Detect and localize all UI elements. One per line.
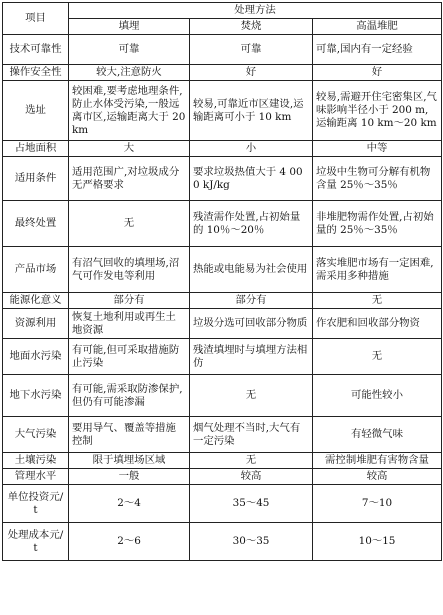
cell-incineration: 较易,可靠近市区建设,运输距离可小于 10 km xyxy=(190,81,313,141)
table-row xyxy=(3,247,442,293)
cell-incineration: 好 xyxy=(190,65,313,81)
cell-incineration: 35～45 xyxy=(190,485,313,523)
cell-composting: 可靠,国内有一定经验 xyxy=(313,35,442,65)
cell-landfill: 大 xyxy=(69,141,190,157)
row-label: 单位投资元/t xyxy=(3,485,69,523)
cell-composting: 垃圾中生物可分解有机物含量 25％～35％ xyxy=(313,157,442,201)
cell-incineration: 无 xyxy=(190,375,313,417)
cell-incineration: 小 xyxy=(190,141,313,157)
cell-composting: 非堆肥物需作处置,占初始量的 25％～35％ xyxy=(313,201,442,247)
row-label: 资源利用 xyxy=(3,309,69,339)
cell-landfill: 有可能,但可采取措施防止污染 xyxy=(69,339,190,375)
header-item: 项目 xyxy=(3,3,69,35)
table-row xyxy=(3,469,442,485)
table-row xyxy=(3,293,442,309)
row-label: 能源化意义 xyxy=(3,293,69,309)
row-label: 选址 xyxy=(3,81,69,141)
cell-composting: 无 xyxy=(313,293,442,309)
cell-incineration: 残渣需作处置,占初始量的 10％～20％ xyxy=(190,201,313,247)
cell-landfill: 要用导气、覆盖等措施控制 xyxy=(69,417,190,453)
table-row xyxy=(3,65,442,81)
row-label: 大气污染 xyxy=(3,417,69,453)
cell-incineration: 部分有 xyxy=(190,293,313,309)
cell-composting: 无 xyxy=(313,339,442,375)
cell-composting: 可能性较小 xyxy=(313,375,442,417)
table-row xyxy=(3,81,442,141)
cell-incineration: 烟气处理不当时,大气有一定污染 xyxy=(190,417,313,453)
table-row xyxy=(3,523,442,561)
header-composting: 高温堆肥 xyxy=(313,19,442,35)
cell-composting: 7～10 xyxy=(313,485,442,523)
cell-composting: 中等 xyxy=(313,141,442,157)
row-label: 土壤污染 xyxy=(3,453,69,469)
row-label: 最终处置 xyxy=(3,201,69,247)
cell-incineration: 要求垃圾热值大于 4 000 kJ/kg xyxy=(190,157,313,201)
cell-landfill: 较困难,要考虑地理条件,防止水体受污染,一般远离市区,运输距离大于 20 km xyxy=(69,81,190,141)
table-row xyxy=(3,375,442,417)
table-row xyxy=(3,309,442,339)
header-method-group: 处理方法 xyxy=(69,3,442,19)
waste-treatment-comparison-table xyxy=(2,2,442,561)
row-label: 处理成本元/t xyxy=(3,523,69,561)
table-row xyxy=(3,485,442,523)
cell-incineration: 30～35 xyxy=(190,523,313,561)
cell-composting: 较高 xyxy=(313,469,442,485)
cell-landfill: 一般 xyxy=(69,469,190,485)
table-row xyxy=(3,201,442,247)
table-row xyxy=(3,141,442,157)
table-row xyxy=(3,35,442,65)
table-row xyxy=(3,417,442,453)
cell-landfill: 无 xyxy=(69,201,190,247)
header-landfill: 填埋 xyxy=(69,19,190,35)
cell-landfill: 2～4 xyxy=(69,485,190,523)
cell-landfill: 较大,注意防火 xyxy=(69,65,190,81)
table-row xyxy=(3,339,442,375)
cell-landfill: 可靠 xyxy=(69,35,190,65)
cell-incineration: 残渣填埋时与填埋方法相仿 xyxy=(190,339,313,375)
row-label: 地面水污染 xyxy=(3,339,69,375)
cell-landfill: 2～6 xyxy=(69,523,190,561)
cell-incineration: 垃圾分选可回收部分物质 xyxy=(190,309,313,339)
cell-composting: 作农肥和回收部分物资 xyxy=(313,309,442,339)
row-label: 产品市场 xyxy=(3,247,69,293)
cell-landfill: 有可能,需采取防渗保护,但仍有可能渗漏 xyxy=(69,375,190,417)
cell-composting: 好 xyxy=(313,65,442,81)
cell-incineration: 热能或电能易为社会使用 xyxy=(190,247,313,293)
row-label: 管理水平 xyxy=(3,469,69,485)
cell-landfill: 部分有 xyxy=(69,293,190,309)
header-incineration: 焚烧 xyxy=(190,19,313,35)
row-label: 技术可靠性 xyxy=(3,35,69,65)
table-row xyxy=(3,157,442,201)
cell-incineration: 无 xyxy=(190,453,313,469)
row-label: 适用条件 xyxy=(3,157,69,201)
cell-incineration: 较高 xyxy=(190,469,313,485)
cell-landfill: 恢复土地利用或再生土地资源 xyxy=(69,309,190,339)
row-label: 地下水污染 xyxy=(3,375,69,417)
cell-landfill: 适用范围广,对垃圾成分无严格要求 xyxy=(69,157,190,201)
cell-composting: 落实堆肥市场有一定困难,需采用多种措施 xyxy=(313,247,442,293)
row-label: 占地面积 xyxy=(3,141,69,157)
cell-composting: 较易,需避开住宅密集区,气味影响半径小于 200 m,运输距离 10 km～20 km xyxy=(313,81,442,141)
cell-composting: 需控制堆肥有害物含量 xyxy=(313,453,442,469)
cell-composting: 10～15 xyxy=(313,523,442,561)
cell-landfill: 有沼气回收的填埋场,沼气可作发电等利用 xyxy=(69,247,190,293)
cell-composting: 有轻微气味 xyxy=(313,417,442,453)
row-label: 操作安全性 xyxy=(3,65,69,81)
cell-incineration: 可靠 xyxy=(190,35,313,65)
cell-landfill: 限于填埋场区域 xyxy=(69,453,190,469)
table-row xyxy=(3,453,442,469)
